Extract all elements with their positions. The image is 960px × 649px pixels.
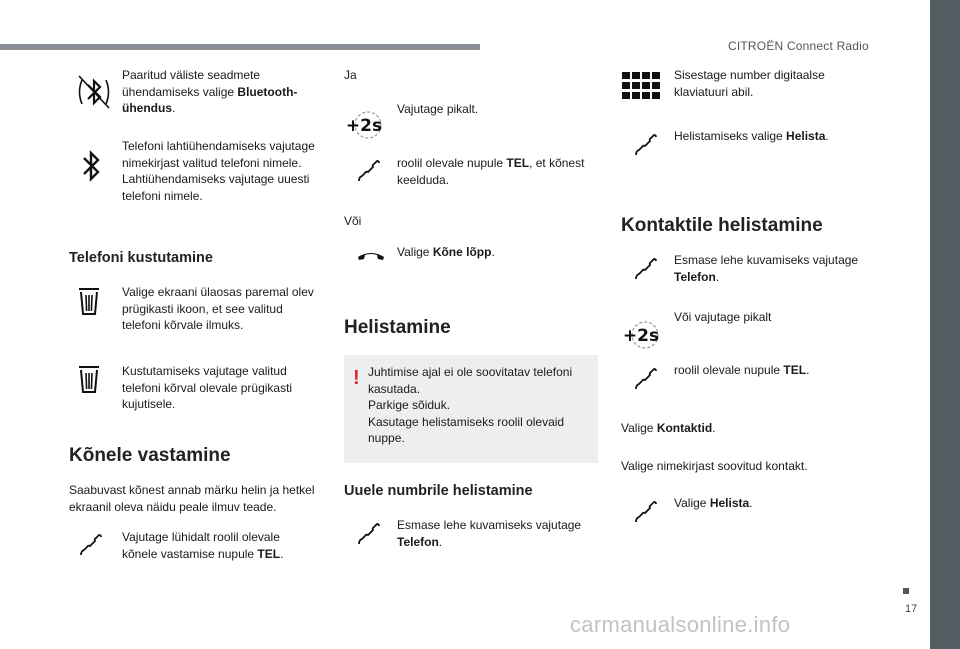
- section-heading-new-number: Uuele numbrile helistamine: [344, 483, 533, 499]
- trash-icon: [78, 286, 100, 316]
- phone-handset-icon: [633, 256, 659, 282]
- two-second-press-icon: [343, 110, 385, 140]
- hang-up-icon: [356, 248, 386, 262]
- phone-handset-icon: [633, 499, 659, 525]
- warning-note-text: Juhtimise ajal ei ole soovitatav telefoni kasutada. Parkige sõiduk. Kasutage helistamiseks roolil olevaid nuppe.: [368, 365, 573, 445]
- phone-handset-icon: [633, 366, 659, 392]
- trash-icon: [78, 364, 100, 394]
- delete-step-1: Valige ekraani ülaosas paremal olev prügikasti ikoon, et see valitud telefoni kõrvale ilmuks.: [122, 285, 314, 332]
- page-side-band: [930, 0, 960, 649]
- select-contacts-text: Valige Kontaktid.: [621, 421, 716, 435]
- answer-intro: Saabuvast kõnest annab märku helin ja hetkel ekraanil oleva näidu peale ilmuv teade.: [69, 483, 315, 514]
- keypad-text: Sisestage number digitaalse klaviatuuri abil.: [674, 68, 825, 99]
- bluetooth-icon: [80, 148, 104, 184]
- new-number-step-1: Esmase lehe kuvamiseks vajutage Telefon.: [397, 518, 582, 549]
- top-rule: [0, 44, 480, 50]
- warning-icon: !: [353, 367, 360, 389]
- answer-step-1: Vajutage lühidalt roolil olevale kõnele vastamise nupule TEL.: [122, 530, 284, 561]
- svg-text:+2s: +2s: [622, 326, 660, 346]
- keypad-icon: [622, 72, 662, 102]
- select-call-text: Valige Helista.: [674, 496, 753, 510]
- section-heading-answer: Kõnele vastamine: [69, 445, 231, 466]
- phone-handset-icon: [78, 532, 104, 558]
- bluetooth-icon: [76, 72, 112, 112]
- delete-step-2: Kustutamiseks vajutage valitud telefoni kõrval olevale prügikasti kujutisele.: [122, 364, 293, 411]
- continue-marker: [903, 588, 909, 594]
- phone-handset-icon: [356, 521, 382, 547]
- contact-step-1: Esmase lehe kuvamiseks vajutage Telefon.: [674, 253, 859, 284]
- page-header: CITROËN Connect Radio: [728, 39, 869, 53]
- call-select-text: Helistamiseks valige Helista.: [674, 129, 829, 143]
- bt-pair-text: Paaritud väliste seadmete ühendamiseks valige Bluetooth-ühendus.: [122, 68, 298, 115]
- phone-handset-icon: [356, 158, 382, 184]
- watermark: carmanualsonline.info: [570, 612, 791, 637]
- contact-step-2: Või vajutage pikalt: [674, 310, 772, 324]
- svg-text:+2s: +2s: [345, 116, 383, 136]
- bt-unpair-text: Telefoni lahtiühendamiseks vajutage nimekirjast valitud telefoni nimele. Lahtiühendamiseks vajutage uuesti telefoni nimele.: [122, 139, 315, 203]
- page-number: 17: [905, 603, 918, 615]
- voi-label: Või: [344, 214, 362, 228]
- phone-handset-icon: [633, 132, 659, 158]
- end-call-text: Valige Kõne lõpp.: [397, 245, 495, 259]
- section-heading-delete: Telefoni kustutamine: [69, 250, 213, 266]
- select-contact-text: Valige nimekirjast soovitud kontakt.: [621, 459, 808, 473]
- reject-text: roolil olevale nupule TEL, et kõnest keelduda.: [397, 156, 585, 187]
- long-press-text: Vajutage pikalt.: [397, 102, 479, 116]
- section-heading-contact: Kontaktile helistamine: [621, 215, 823, 236]
- section-heading-call: Helistamine: [344, 317, 451, 338]
- contact-step-3: roolil olevale nupule TEL.: [674, 363, 810, 377]
- two-second-press-icon: [620, 320, 662, 350]
- ja-label: Ja: [344, 68, 357, 82]
